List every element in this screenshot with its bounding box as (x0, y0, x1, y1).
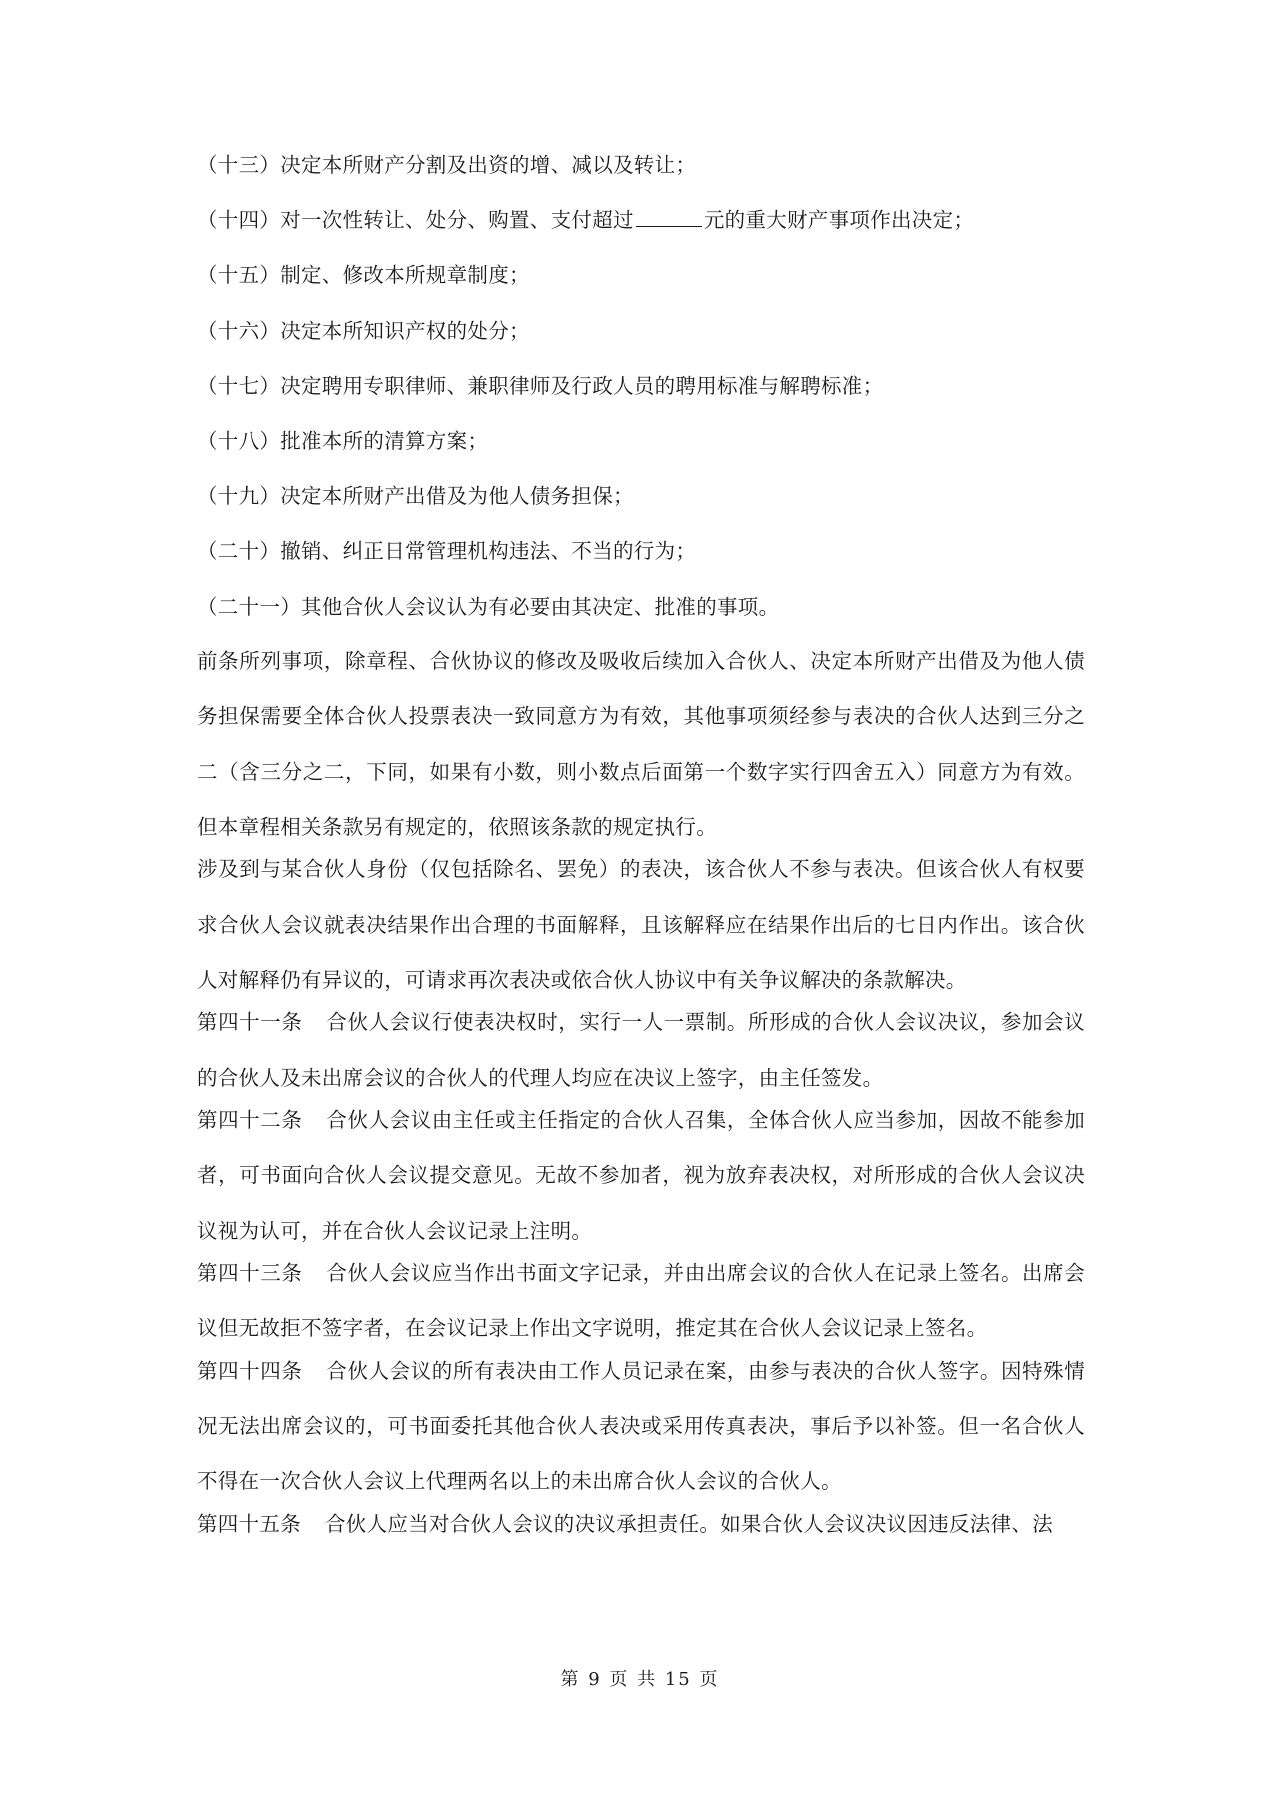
list-item (197, 426, 1085, 456)
list-item (197, 150, 1085, 180)
item-text: 决定本所财产分割及出资的增、减以及转让； (280, 153, 697, 177)
item-text: 决定本所财产出借及为他人债务担保； (280, 484, 634, 509)
list-item (197, 316, 1085, 346)
amount-blank (636, 206, 702, 227)
list-item (197, 592, 1085, 622)
item-text: 元的重大财产事项作出决定； (703, 208, 975, 233)
article-43 (197, 1246, 1085, 1356)
item-text: 其他合伙人会议认为有必要由其决定、批准的事项。 (301, 594, 780, 619)
item-number: （二十） (197, 539, 281, 564)
list-item (197, 481, 1085, 511)
item-number: （十七） (197, 373, 281, 398)
list-item (197, 371, 1085, 401)
article-heading: 第四十四条 (197, 1358, 303, 1383)
document-body (197, 150, 1085, 1552)
item-text: 决定本所知识产权的处分； (280, 318, 530, 343)
article-heading: 第四十五条 (197, 1511, 301, 1536)
item-text: 制定、修改本所规章制度； (280, 263, 530, 288)
paragraph: 涉及到与某合伙人身份（仅包括除名、罢免）的表决，该合伙人不参与表决。但该合伙人有权要求合伙人会议就表决结果作出合理的书面解释，且该解释应在结果作出后的七日内作出。该合伙人对解释仍有异议的，可请求再次表决或依合伙人协议中有关争议解决的条款解决。 (197, 857, 1085, 992)
list-item (197, 536, 1085, 566)
item-text: 对一次性转让、处分、购置、支付超过 (280, 208, 634, 233)
article-text: 合伙人应当对合伙人会议的决议承担责任。如果合伙人会议决议因违反法律、法 (325, 1511, 1053, 1536)
item-number: （十九） (197, 484, 281, 509)
article-44 (197, 1344, 1085, 1510)
item-text: 撤销、纠正日常管理机构违法、不当的行为； (280, 539, 697, 564)
list-item (197, 260, 1085, 290)
item-number: （十六） (197, 318, 281, 343)
item-number: （二十一） (197, 594, 301, 619)
article-heading: 第四十一条 (197, 1010, 303, 1035)
article-42 (197, 1093, 1085, 1259)
article-45 (197, 1497, 1085, 1552)
item-number: （十三） (197, 153, 281, 177)
article-heading: 第四十二条 (197, 1108, 303, 1133)
article-heading: 第四十三条 (197, 1261, 303, 1286)
item-number: （十五） (197, 263, 281, 288)
page-footer: 第 9 页 共 15 页 (560, 1669, 720, 1690)
paragraph: 前条所列事项，除章程、合伙协议的修改及吸收后续加入合伙人、决定本所财产出借及为他人债务担保需要全体合伙人投票表决一致同意方为有效，其他事项须经参与表决的合伙人达到三分之二（含三分之二，下同，如果有小数，则小数点后面第一个数字实行四舍五入）同意方为有效。但本章程相关条款另有规定的，依照该条款的规定执行。 (197, 649, 1085, 839)
list-item (197, 205, 1085, 235)
article-text: 合伙人会议应当作出书面文字记录，并由出席会议的合伙人在记录上签名。出席会议但无故拒不签字者，在会议记录上作出文字说明，推定其在合伙人会议记录上签名。 (197, 1261, 1085, 1341)
article-41 (197, 995, 1085, 1105)
item-number: （十八） (197, 428, 281, 453)
item-text: 决定聘用专职律师、兼职律师及行政人员的聘用标准与解聘标准； (280, 373, 884, 398)
article-text: 合伙人会议行使表决权时，实行一人一票制。所形成的合伙人会议决议，参加会议的合伙人及未出席会议的合伙人的代理人均应在决议上签字，由主任签发。 (197, 1010, 1085, 1090)
article-text: 合伙人会议由主任或主任指定的合伙人召集，全体合伙人应当参加，因故不能参加者，可书面向合伙人会议提交意见。无故不参加者，视为放弃表决权，对所形成的合伙人会议决议视为认可，并在合伙人会议记录上注明。 (197, 1108, 1085, 1243)
article-text: 合伙人会议的所有表决由工作人员记录在案，由参与表决的合伙人签字。因特殊情况无法出席会议的，可书面委托其他合伙人表决或采用传真表决，事后予以补签。但一名合伙人不得在一次合伙人会议上代理两名以上的未出席合伙人会议的合伙人。 (197, 1358, 1085, 1494)
item-number: （十四） (197, 208, 281, 233)
item-text: 批准本所的清算方案； (280, 428, 489, 453)
